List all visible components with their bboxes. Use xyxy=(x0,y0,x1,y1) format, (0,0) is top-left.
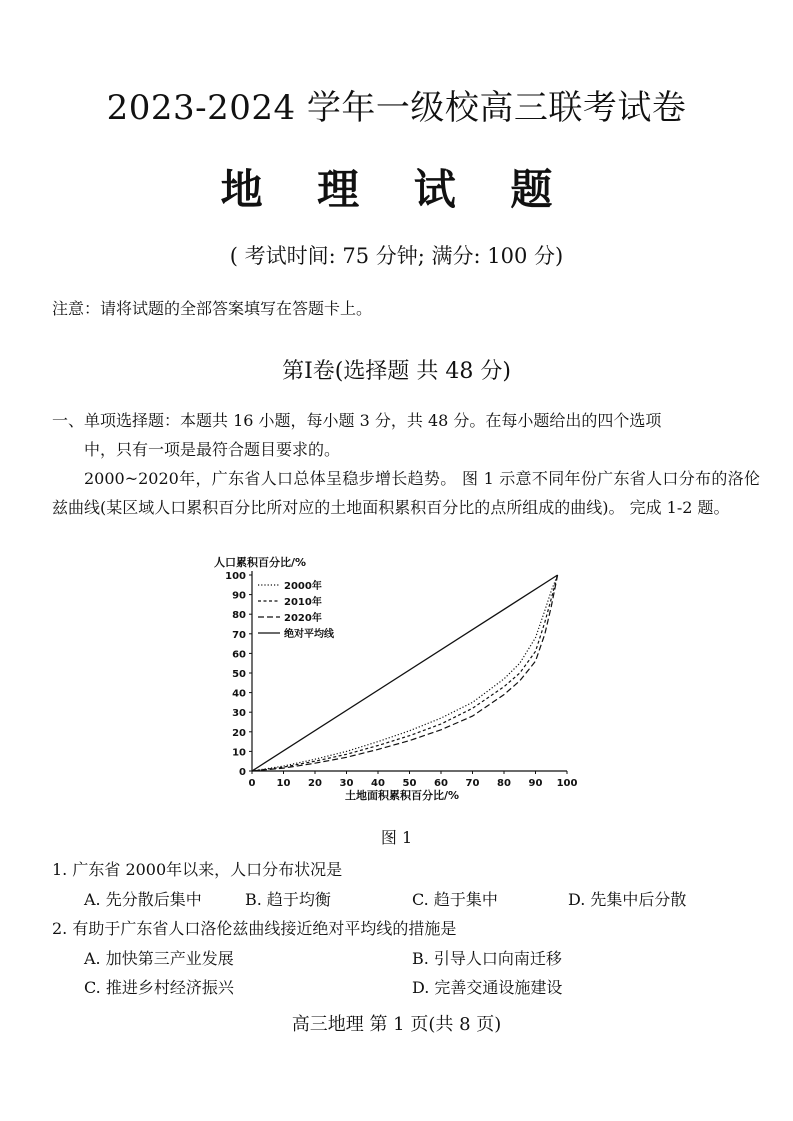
question-1-option-c: C. 趋于集中 xyxy=(412,890,498,909)
question-2-option-c: C. 推进乡村经济振兴 xyxy=(84,978,234,997)
page-footer: 高三地理 第 1 页(共 8 页) xyxy=(291,1014,502,1035)
legend-label: 绝对平均线 xyxy=(284,629,334,640)
x-tick-label: 40 xyxy=(371,778,385,789)
material-paragraph: 2000~2020年，广东省人口总体呈稳步增长趋势。 图 1 示意不同年份广东省人口分布的洛伦兹曲线(某区域人口累积百分比所对应的土地面积累积百分比的点所组成的曲线)。 完成 1-2 题。 xyxy=(52,469,760,517)
instruction-line-1: 一、单项选择题：本题共 16 小题，每小题 3 分，共 48 分。在每小题给出的四个选项 xyxy=(52,411,662,430)
x-tick-label: 20 xyxy=(308,778,322,789)
instruction-line-2: 中，只有一项是最符合题目要求的。 xyxy=(84,440,341,459)
legend-label: 2010年 xyxy=(284,597,322,608)
subject-title: 地 理 试 题 xyxy=(220,165,573,214)
section-instruction xyxy=(52,406,752,464)
x-tick-label: 10 xyxy=(276,778,291,789)
legend-label: 2000年 xyxy=(284,581,322,592)
lorenz-curve-chart xyxy=(210,553,590,805)
question-2-option-a: A. 加快第三产业发展 xyxy=(84,949,234,968)
y-tick-label: 20 xyxy=(232,727,246,739)
y-tick-label: 0 xyxy=(239,767,246,778)
y-tick-label: 50 xyxy=(232,669,246,680)
question-1-option-b: B. 趋于均衡 xyxy=(245,890,331,909)
y-tick-label: 100 xyxy=(225,571,246,582)
section-title: 第Ⅰ卷(选择题 共 48 分) xyxy=(282,359,511,384)
y-tick-label: 10 xyxy=(232,747,246,759)
figure-caption: 图 1 xyxy=(380,828,413,847)
y-tick-label: 30 xyxy=(232,708,246,720)
y-axis-label: 人口累积百分比/% xyxy=(214,556,307,569)
question-1-option-a: A. 先分散后集中 xyxy=(84,890,202,909)
x-tick-label: 80 xyxy=(497,778,511,789)
notice: 注意：请将试题的全部答案填写在答题卡上。 xyxy=(52,299,373,318)
y-tick-label: 40 xyxy=(232,688,246,700)
x-tick-label: 0 xyxy=(248,778,256,789)
y-tick-label: 70 xyxy=(232,629,246,641)
x-tick-label: 60 xyxy=(434,778,448,789)
x-tick-label: 70 xyxy=(465,778,480,789)
y-tick-label: 80 xyxy=(232,610,246,622)
exam-title: 2023-2024 学年一级校高三联考试卷 xyxy=(106,88,687,128)
x-tick-label: 30 xyxy=(339,778,354,789)
question-1-option-d: D. 先集中后分散 xyxy=(568,890,687,909)
question-2-stem: 2. 有助于广东省人口洛伦兹曲线接近绝对平均线的措施是 xyxy=(52,919,457,938)
x-tick-label: 100 xyxy=(556,778,578,789)
legend-label: 2020年 xyxy=(284,613,322,624)
y-tick-label: 60 xyxy=(232,649,246,661)
question-2-option-b: B. 引导人口向南迁移 xyxy=(412,949,562,968)
question-1-stem: 1. 广东省 2000年以来，人口分布状况是 xyxy=(52,860,343,879)
x-tick-label: 90 xyxy=(528,778,543,789)
y-tick-label: 90 xyxy=(232,590,246,602)
x-axis-label: 土地面积累积百分比/% xyxy=(344,789,460,802)
exam-info: ( 考试时间: 75 分钟; 满分: 100 分) xyxy=(229,244,564,268)
question-2-option-d: D. 完善交通设施建设 xyxy=(412,978,563,997)
x-tick-label: 50 xyxy=(402,778,417,789)
